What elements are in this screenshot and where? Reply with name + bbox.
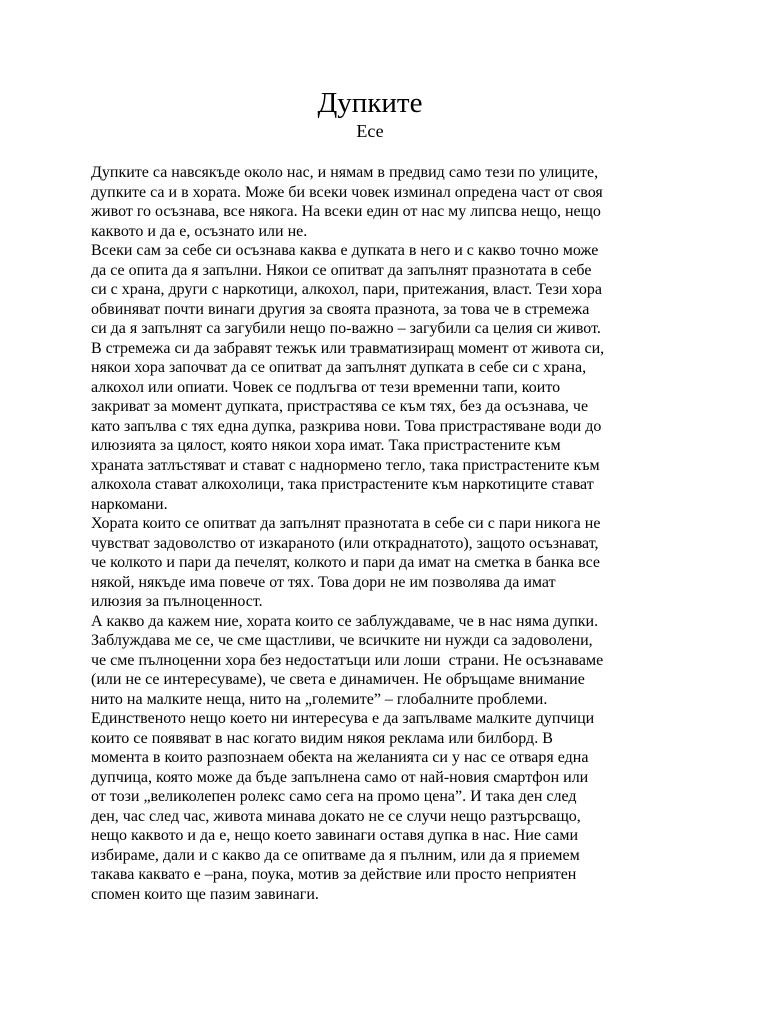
body-line: живот го осъзнава, все някога. На всеки един от нас му липсва нещо, нещо <box>91 203 601 220</box>
body-line: алкохола стават алкохолици, така пристрастените към наркотиците стават <box>91 476 594 493</box>
body-line: нещо каквото и да е, нещо което завинаги оставя дупка в нас. Ние сами <box>91 827 579 844</box>
body-line: Дупките са навсякъде около нас, и нямам в предвид само тези по улиците, <box>91 164 599 181</box>
body-line: А какво да кажем ние, хората които се заблуждаваме, че в нас няма дупки. <box>91 612 599 630</box>
body-line: че сме пълноценни хора без недостатъци или лоши страни. Не осъзнаваме <box>91 651 604 669</box>
body-line: които се появяват в нас когато видим някоя реклама или билборд. В <box>91 729 553 747</box>
body-line: илюзията за цялост, която някои хора имат. Така пристрастените към <box>91 437 561 454</box>
body-line: обвиняват почти винаги другия за своята празнота, за това че в стремежа <box>91 300 590 318</box>
body-line: (или не се интересуваме), че света е динамичен. Не обръщаме внимание <box>91 671 585 688</box>
body-line: избираме, дали и с какво да се опитваме да я пълним, или да я приемем <box>91 846 580 864</box>
body-line: закриват за момент дупката, пристрастява се към тях, без да осъзнава, че <box>91 398 589 415</box>
body-line: ден, час след час, живота минава докато не се случи нещо разтърсващо, <box>91 807 581 825</box>
body-line: каквото и да е, осъзнато или не. <box>91 222 308 240</box>
body-line: Хората които се опитват да запълнят празнотата в себе си с пари никога не <box>91 515 601 532</box>
body-line: Всеки сам за себе си осъзнава каква е дупката в него и с какво точно може <box>91 242 599 259</box>
body-line: като запълва с тях една дупка, разкрива нови. Това пристрастяване води до <box>91 417 602 435</box>
body-line: спомен които ще пазим завинаги. <box>91 885 319 903</box>
body-line: храната затлъстяват и стават с наднормено тегло, така пристрастените към <box>91 456 600 474</box>
body-line: си с храна, други с наркотици, алкохол, пари, притежания, власт. Тези хора <box>91 281 602 298</box>
body-line: че колкото и пари да печелят, колкото и пари да имат на сметка в банка все <box>91 554 601 571</box>
body-line: дупчица, която може да бъде запълнена само от най-новия смартфон или <box>91 768 589 786</box>
body-line: чувстват задоволство от изкараното (или откраднатото), защото осъзнават, <box>91 534 599 552</box>
body-line: илюзия за пълноценност. <box>91 593 263 610</box>
body-line: наркомани. <box>91 495 168 513</box>
body-line: от този „великолепен ролекс само сега на промо цена”. И така ден след <box>91 788 577 805</box>
body-line: някои хора започват да се опитват да запълнят дупката в себе си с храна, <box>91 359 587 376</box>
body-line: си да я запълнят са загубили нещо по-важно – загубили са целия си живот. <box>91 320 601 337</box>
body-line: В стремежа си да забравят тежък или травматизиращ момент от живота си, <box>91 339 605 357</box>
body-line: нито на малките неща, нито на „големите” – глобалните проблеми. <box>91 690 548 708</box>
document-subtitle: Есе <box>356 121 384 141</box>
body-line: Единственото нещо което ни интересува е да запълваме малките дупчици <box>91 710 595 727</box>
body-line: момента в които разпознаем обекта на желанията си у нас се отваря една <box>91 749 589 766</box>
body-line: някой, някъде има повече от тях. Това дори не им позволява да имат <box>91 573 556 591</box>
document-body <box>91 163 691 904</box>
body-line: такава каквато е –рана, поука, мотив за действие или просто неприятен <box>91 866 577 883</box>
body-line: дупките са и в хората. Може би всеки човек изминал опредена част от своя <box>91 183 603 201</box>
body-line: да се опита да я запълни. Някои се опитват да запълнят празнотата в себе <box>91 261 592 279</box>
body-line: алкохол или опиати. Човек се подлъгва от тези временни тапи, които <box>91 378 561 396</box>
body-line: Заблуждава ме се, че сме щастливи, че всичките ни нужди са задоволени, <box>91 632 593 649</box>
document-title: Дупките <box>317 87 423 119</box>
